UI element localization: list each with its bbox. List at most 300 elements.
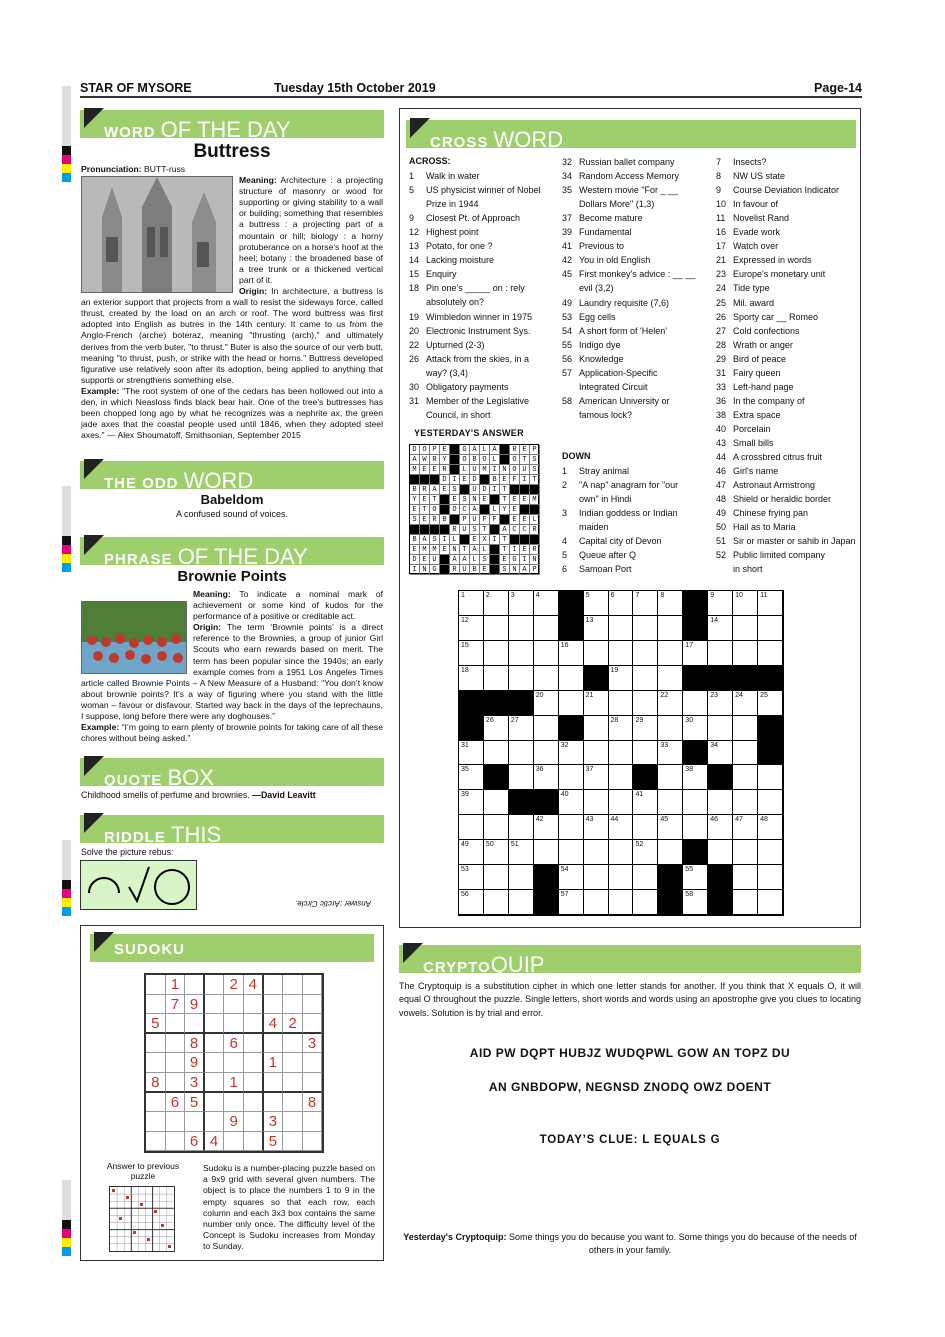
sudoku-cell[interactable]: 4 (244, 975, 264, 995)
crossword-cell[interactable] (509, 741, 534, 766)
crossword-cell[interactable]: 51 (509, 840, 534, 865)
answer-cell (490, 545, 500, 555)
crossword-cell[interactable] (758, 765, 783, 790)
crossword-cell[interactable] (708, 716, 733, 741)
black-cell (534, 890, 559, 915)
crossword-cell[interactable] (509, 765, 534, 790)
answer-cell: R (450, 525, 460, 535)
answer-cell (520, 535, 530, 545)
sudoku-cell[interactable]: 1 (166, 975, 186, 995)
answer-cell: A (430, 485, 440, 495)
crossword-cell[interactable] (758, 790, 783, 815)
sudoku-cell[interactable] (185, 1112, 205, 1132)
crossword-cell[interactable]: 43 (584, 815, 609, 840)
clue-item (562, 296, 669, 310)
crossword-cell[interactable]: 33 (658, 741, 683, 766)
crossword-cell[interactable] (484, 815, 509, 840)
sudoku-cell[interactable] (166, 1073, 186, 1093)
answer-cell: B (470, 565, 480, 575)
answer-cell: R (530, 545, 540, 555)
crossword-cell[interactable] (534, 666, 559, 691)
sudoku-cell[interactable] (244, 1112, 264, 1132)
clue-number: 26 (409, 353, 420, 364)
crossword-cell[interactable] (584, 790, 609, 815)
sudoku-cell[interactable] (146, 975, 166, 995)
crossword-cell[interactable]: 49 (459, 840, 484, 865)
crossword-cell[interactable] (733, 716, 758, 741)
sudoku-cell[interactable] (283, 1034, 303, 1054)
sudoku-cell[interactable] (166, 1132, 186, 1152)
crossword-cell[interactable]: 52 (633, 840, 658, 865)
crossword-cell[interactable] (534, 616, 559, 641)
crossword-cell[interactable] (609, 890, 634, 915)
crossword-cell[interactable]: 16 (559, 641, 584, 666)
crossword-cell[interactable] (584, 840, 609, 865)
black-cell (509, 790, 534, 815)
crossword-cell[interactable] (733, 641, 758, 666)
crossword-cell[interactable] (534, 741, 559, 766)
sudoku-cell[interactable] (283, 1073, 303, 1093)
crossword-cell[interactable] (534, 716, 559, 741)
sudoku-cell[interactable]: 8 (146, 1073, 166, 1093)
sudoku-cell[interactable] (244, 1014, 264, 1034)
crossword-cell[interactable]: 1 (459, 591, 484, 616)
sudoku-cell[interactable] (283, 1093, 303, 1113)
sudoku-cell[interactable]: 1 (224, 1073, 244, 1093)
crossword-cell[interactable] (609, 641, 634, 666)
sudoku-cell[interactable]: 9 (185, 995, 205, 1015)
crossword-cell[interactable]: 46 (708, 815, 733, 840)
sudoku-cell[interactable] (303, 1112, 323, 1132)
sudoku-grid[interactable] (144, 973, 324, 1153)
answer-cell: L (530, 515, 540, 525)
crossword-cell[interactable]: 2 (484, 591, 509, 616)
clue-number: 43 (716, 438, 727, 448)
sudoku-cell[interactable] (244, 1053, 264, 1073)
crossword-cell[interactable] (733, 890, 758, 915)
crossword-cell[interactable] (484, 741, 509, 766)
clue-number: 37 (562, 213, 573, 224)
sudoku-cell[interactable] (146, 1034, 166, 1054)
crossword-cell[interactable] (633, 890, 658, 915)
clue-number: 29 (716, 353, 727, 364)
crossword-cell[interactable] (658, 790, 683, 815)
crossword-cell[interactable]: 48 (758, 815, 783, 840)
crossword-cell[interactable] (584, 890, 609, 915)
crossword-cell[interactable]: 22 (658, 691, 683, 716)
sudoku-cell[interactable]: 3 (264, 1112, 284, 1132)
sudoku-cell[interactable]: 5 (185, 1093, 205, 1113)
crossword-cell[interactable] (559, 815, 584, 840)
sudoku-cell[interactable] (224, 1093, 244, 1113)
crossword-cell[interactable]: 53 (459, 865, 484, 890)
answer-cell: D (410, 555, 420, 565)
sudoku-cell[interactable]: 2 (283, 1014, 303, 1034)
crossword-cell[interactable] (509, 616, 534, 641)
answer-cell: S (460, 495, 470, 505)
clue-item (716, 450, 822, 464)
riddle-band: RIDDLE THIS (80, 815, 384, 843)
sudoku-cell[interactable] (244, 1073, 264, 1093)
sudoku-cell[interactable] (205, 1093, 225, 1113)
crossword-cell[interactable] (658, 666, 683, 691)
crossword-cell[interactable]: 26 (484, 716, 509, 741)
sudoku-cell[interactable] (224, 1014, 244, 1034)
clue-item (716, 169, 785, 183)
sudoku-cell[interactable] (283, 995, 303, 1015)
answer-cell (410, 475, 420, 485)
crossword-cell[interactable]: 50 (484, 840, 509, 865)
sudoku-cell[interactable]: 6 (224, 1034, 244, 1054)
sudoku-cell[interactable]: 6 (185, 1132, 205, 1152)
sudoku-cell[interactable] (166, 1112, 186, 1132)
sudoku-cell[interactable] (283, 1132, 303, 1152)
crossword-cell[interactable]: 47 (733, 815, 758, 840)
crossword-cell[interactable]: 19 (609, 666, 634, 691)
crossword-cell[interactable] (708, 790, 733, 815)
crossword-cell[interactable]: 14 (708, 616, 733, 641)
crossword-cell[interactable] (733, 840, 758, 865)
sudoku-cell[interactable] (224, 1053, 244, 1073)
crossword-cell[interactable]: 6 (609, 591, 634, 616)
crossword-cell[interactable] (733, 790, 758, 815)
crossword-cell[interactable] (658, 765, 683, 790)
sudoku-cell[interactable] (264, 1073, 284, 1093)
crossword-cell[interactable]: 55 (683, 865, 708, 890)
sudoku-cell[interactable] (244, 995, 264, 1015)
clue-text: In favour of (733, 199, 779, 210)
crossword-cell[interactable]: 8 (658, 591, 683, 616)
sudoku-cell[interactable]: 4 (264, 1014, 284, 1034)
sudoku-cell[interactable] (185, 1014, 205, 1034)
clue-number: 42 (562, 255, 573, 266)
crossword-cell[interactable] (683, 815, 708, 840)
crossword-cell[interactable] (633, 616, 658, 641)
crossword-cell[interactable]: 31 (459, 741, 484, 766)
clue-text: Highest point (426, 227, 479, 238)
sudoku-cell[interactable] (146, 995, 166, 1015)
corner-triangle-icon (410, 118, 430, 138)
crossword-cell[interactable]: 35 (459, 765, 484, 790)
crossword-cell[interactable]: 36 (534, 765, 559, 790)
clue-text: Fundamental (579, 227, 632, 238)
sudoku-cell[interactable] (166, 1034, 186, 1054)
sudoku-cell[interactable]: 8 (185, 1034, 205, 1054)
sudoku-cell[interactable]: 5 (146, 1014, 166, 1034)
crossword-cell[interactable]: 45 (658, 815, 683, 840)
crossword-cell[interactable] (559, 666, 584, 691)
sudoku-cell[interactable] (244, 1034, 264, 1054)
crossword-cell[interactable] (584, 641, 609, 666)
crossword-cell[interactable] (484, 890, 509, 915)
crossword-cell[interactable] (609, 691, 634, 716)
sudoku-cell[interactable] (205, 975, 225, 995)
crossword-cell[interactable] (559, 691, 584, 716)
crossword-cell[interactable] (758, 890, 783, 915)
answer-cell: O (480, 455, 490, 465)
answer-cell: D (410, 445, 420, 455)
crossword-cell[interactable]: 12 (459, 616, 484, 641)
answer-cell: E (520, 445, 530, 455)
crossword-cell[interactable] (509, 815, 534, 840)
crossword-grid[interactable] (458, 590, 784, 916)
sudoku-cell[interactable] (303, 1073, 323, 1093)
sudoku-cell[interactable]: 4 (205, 1132, 225, 1152)
crossword-cell[interactable] (633, 691, 658, 716)
crossword-cell[interactable] (733, 865, 758, 890)
sudoku-cell[interactable] (146, 1053, 166, 1073)
crossword-cell[interactable] (509, 890, 534, 915)
sudoku-cell[interactable] (283, 1053, 303, 1073)
clue-text: Russian ballet company (579, 157, 675, 167)
crossword-cell[interactable] (708, 641, 733, 666)
crossword-cell[interactable] (484, 666, 509, 691)
crossword-cell[interactable] (758, 865, 783, 890)
crossword-cell[interactable]: 34 (708, 741, 733, 766)
crossword-cell[interactable]: 27 (509, 716, 534, 741)
sudoku-cell[interactable]: 6 (166, 1093, 186, 1113)
answer-cell (490, 555, 500, 565)
answer-cell: E (470, 535, 480, 545)
crossword-cell[interactable]: 38 (683, 765, 708, 790)
clue-item (562, 197, 654, 211)
crossword-cell[interactable]: 29 (633, 716, 658, 741)
crossword-cell[interactable]: 15 (459, 641, 484, 666)
sudoku-cell[interactable] (205, 1112, 225, 1132)
crossword-cell[interactable] (733, 616, 758, 641)
answer-cell: E (520, 495, 530, 505)
sudoku-cell[interactable] (244, 1093, 264, 1113)
answer-cell: M (410, 465, 420, 475)
crossword-cell[interactable]: 4 (534, 591, 559, 616)
corner-triangle-icon (84, 459, 104, 479)
crossword-cell[interactable]: 57 (559, 890, 584, 915)
crossword-cell[interactable] (733, 741, 758, 766)
clue-text: Application-Specific (579, 367, 658, 378)
crossword-cell[interactable] (509, 865, 534, 890)
crossword-cell[interactable] (484, 616, 509, 641)
crossword-cell[interactable] (534, 641, 559, 666)
corner-triangle-icon (84, 813, 104, 833)
answer-cell: E (430, 465, 440, 475)
crossword-cell[interactable]: 9 (708, 591, 733, 616)
sudoku-cell[interactable] (166, 1014, 186, 1034)
crossword-cell[interactable]: 24 (733, 691, 758, 716)
crossword-cell[interactable] (584, 865, 609, 890)
black-cell (559, 591, 584, 616)
answer-cell: S (450, 485, 460, 495)
crossword-cell[interactable] (633, 641, 658, 666)
crossword-cell[interactable] (609, 616, 634, 641)
sudoku-cell[interactable] (244, 1132, 264, 1152)
answer-cell: B (490, 475, 500, 485)
clue-text: NW US state (733, 171, 786, 182)
crossword-cell[interactable] (559, 765, 584, 790)
sudoku-cell[interactable] (224, 995, 244, 1015)
crossword-cell[interactable] (534, 840, 559, 865)
crossword-cell[interactable] (509, 666, 534, 691)
clue-item (716, 225, 780, 239)
answer-cell: F (490, 515, 500, 525)
crossword-cell[interactable]: 37 (584, 765, 609, 790)
sudoku-cell[interactable] (185, 975, 205, 995)
crossword-cell[interactable]: 5 (584, 591, 609, 616)
clue-item (562, 338, 621, 352)
clue-text: Chinese frying pan (733, 508, 809, 519)
sudoku-cell[interactable] (283, 975, 303, 995)
crossword-cell[interactable] (459, 815, 484, 840)
answer-cell: E (510, 495, 520, 505)
sudoku-cell[interactable] (283, 1112, 303, 1132)
answer-cell (480, 475, 490, 485)
crossword-cell[interactable] (559, 840, 584, 865)
sudoku-cell[interactable] (303, 1053, 323, 1073)
crossword-cell[interactable]: 25 (758, 691, 783, 716)
sudoku-cell[interactable] (205, 995, 225, 1015)
sudoku-cell[interactable]: 8 (303, 1093, 323, 1113)
crossword-cell[interactable]: 11 (758, 591, 783, 616)
answer-cell (430, 525, 440, 535)
crossword-cell[interactable] (708, 840, 733, 865)
sudoku-cell[interactable]: 9 (185, 1053, 205, 1073)
crossword-cell[interactable]: 28 (609, 716, 634, 741)
answer-cell: P (460, 515, 470, 525)
crossword-cell[interactable]: 17 (683, 641, 708, 666)
crossword-cell[interactable]: 42 (534, 815, 559, 840)
crossword-cell[interactable]: 21 (584, 691, 609, 716)
answer-cell: E (410, 505, 420, 515)
crossword-cell[interactable] (633, 815, 658, 840)
clue-item (562, 380, 648, 394)
sudoku-cell[interactable] (303, 1014, 323, 1034)
crossword-cell[interactable]: 39 (459, 790, 484, 815)
answer-cell: T (480, 525, 490, 535)
answer-cell: A (470, 545, 480, 555)
answer-cell: I (440, 535, 450, 545)
sudoku-cell[interactable] (264, 1093, 284, 1113)
clue-item (562, 534, 662, 548)
sudoku-cell[interactable] (264, 1034, 284, 1054)
crossword-cell[interactable] (758, 616, 783, 641)
crossword-cell[interactable]: 41 (633, 790, 658, 815)
sudoku-cell[interactable] (303, 975, 323, 995)
crossword-cell[interactable] (484, 790, 509, 815)
sudoku-cell[interactable] (205, 1034, 225, 1054)
clue-text: A crossbred citrus fruit (733, 452, 823, 463)
sudoku-cell[interactable] (146, 1093, 166, 1113)
crossword-cell[interactable] (758, 840, 783, 865)
clue-text: Become mature (579, 213, 643, 224)
sudoku-cell[interactable] (264, 995, 284, 1015)
crossword-cell[interactable]: 20 (534, 691, 559, 716)
sudoku-cell[interactable] (303, 995, 323, 1015)
clue-text: Girl's name (733, 466, 779, 477)
crossword-cell[interactable]: 32 (559, 741, 584, 766)
crossword-cell[interactable]: 44 (609, 815, 634, 840)
crossword-cell[interactable] (658, 840, 683, 865)
crossword-cell[interactable] (484, 641, 509, 666)
sudoku-cell[interactable] (224, 1132, 244, 1152)
sudoku-cell[interactable] (303, 1132, 323, 1152)
answer-cell: U (470, 465, 480, 475)
crossword-cell[interactable]: 13 (584, 616, 609, 641)
crossword-cell[interactable]: 10 (733, 591, 758, 616)
crossword-cell[interactable] (758, 641, 783, 666)
clue-item (562, 239, 624, 253)
crossword-cell[interactable] (584, 716, 609, 741)
sudoku-cell[interactable]: 2 (224, 975, 244, 995)
crossword-cell[interactable]: 40 (559, 790, 584, 815)
crossword-cell[interactable]: 56 (459, 890, 484, 915)
clue-number: 9 (716, 185, 722, 196)
crossword-cell[interactable]: 23 (708, 691, 733, 716)
crossword-cell[interactable] (658, 616, 683, 641)
sudoku-cell[interactable]: 3 (303, 1034, 323, 1054)
clue-text: Left-hand page (733, 381, 794, 392)
sudoku-cell[interactable] (146, 1132, 166, 1152)
sudoku-cell[interactable] (205, 1073, 225, 1093)
crossword-cell[interactable] (658, 641, 683, 666)
crossword-cell[interactable] (609, 865, 634, 890)
crossword-cell[interactable] (633, 741, 658, 766)
clue-item (716, 338, 793, 352)
crossword-cell[interactable] (609, 790, 634, 815)
answer-cell: U (520, 465, 530, 475)
sudoku-cell[interactable]: 3 (185, 1073, 205, 1093)
answer-cell (520, 505, 530, 515)
sudoku-cell[interactable]: 1 (264, 1053, 284, 1073)
sudoku-cell[interactable]: 5 (264, 1132, 284, 1152)
black-cell (708, 865, 733, 890)
crossword-cell[interactable]: 7 (633, 591, 658, 616)
crossword-cell[interactable] (683, 691, 708, 716)
crossword-cell[interactable] (683, 790, 708, 815)
sudoku-cell[interactable]: 7 (166, 995, 186, 1015)
clue-text: Sir or master or sahib in Japan (733, 536, 856, 547)
sudoku-cell[interactable]: 9 (224, 1112, 244, 1132)
crossword-cell[interactable] (484, 865, 509, 890)
answer-cell: A (460, 555, 470, 565)
crossword-cell[interactable] (633, 666, 658, 691)
crossword-cell[interactable] (584, 741, 609, 766)
crossword-cell[interactable]: 3 (509, 591, 534, 616)
crossword-cell[interactable] (609, 840, 634, 865)
crossword-cell[interactable] (609, 765, 634, 790)
crossword-cell[interactable] (633, 865, 658, 890)
corner-triangle-icon (94, 932, 114, 952)
sudoku-cell[interactable] (146, 1112, 166, 1132)
sudoku-cell[interactable] (205, 1053, 225, 1073)
crossword-cell[interactable]: 58 (683, 890, 708, 915)
crossword-cell[interactable]: 54 (559, 865, 584, 890)
answer-cell (530, 535, 540, 545)
clue-number: 58 (562, 395, 573, 406)
crossword-cell[interactable] (733, 765, 758, 790)
crossword-cell[interactable]: 18 (459, 666, 484, 691)
clue-item (562, 253, 650, 267)
clue-item (716, 281, 770, 295)
black-cell (683, 741, 708, 766)
crossword-cell[interactable] (658, 716, 683, 741)
yesterday-answer-label: YESTERDAY'S ANSWER (414, 428, 524, 438)
crossword-cell[interactable] (509, 641, 534, 666)
sudoku-cell[interactable] (166, 1053, 186, 1073)
sudoku-cell[interactable] (205, 1014, 225, 1034)
crossword-cell[interactable] (609, 741, 634, 766)
sudoku-cell[interactable] (264, 975, 284, 995)
clue-number: 1 (409, 171, 415, 181)
crossword-cell[interactable]: 30 (683, 716, 708, 741)
